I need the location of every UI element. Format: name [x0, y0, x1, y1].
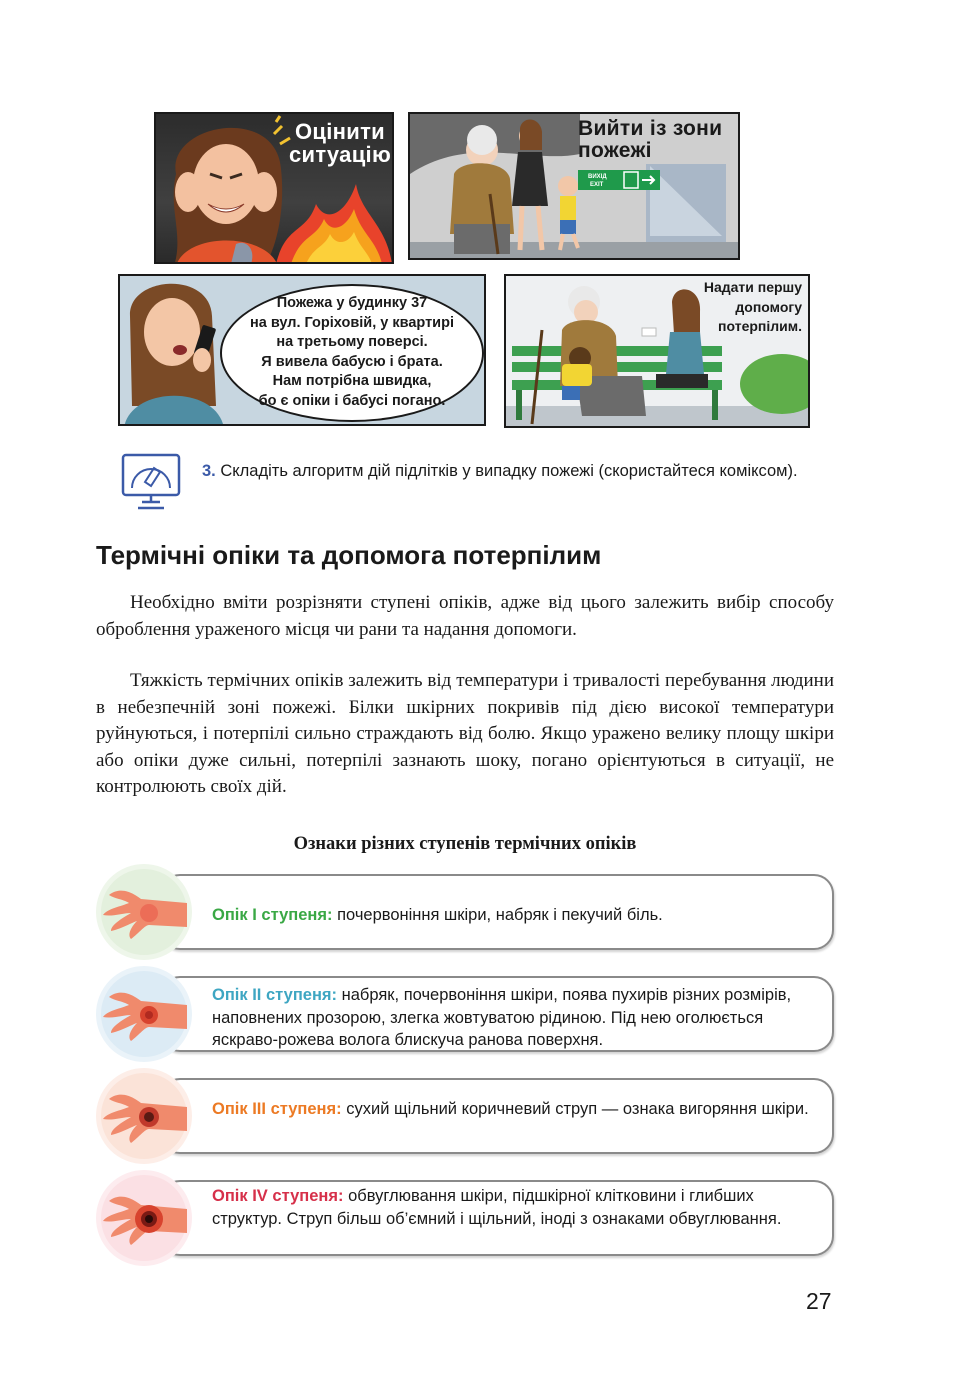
burn-text: набряк, почервоніння шкіри, поява пухирів різних розмірів, наповнених прозорою, злегка жовтуватою рідиною. Під нею оголюється яскраво-рожева волога блискуча ранова поверхня.: [212, 986, 792, 1049]
computer-monitor-icon: [120, 452, 182, 516]
page-number: 27: [806, 1288, 832, 1314]
burn-description: [212, 1185, 820, 1230]
speech-line: на третьому поверсі.: [276, 334, 428, 350]
paragraph: Тяжкість термічних опіків залежить від температури і тривалості перебування людини в небезпечній зоні пожежі. Білки шкірних покривів під дією високої температури руйнуються, і потерпілі сильно страждають від болю. Якщо уражено велику площу шкіри або опіки дуже сильні, потерпілі зазнають шоку, погано орієнтуються в ситуації, не контролюють своїх дій.: [96, 670, 834, 797]
hand-burn-fourth-degree-icon: [96, 1170, 192, 1266]
task-number: 3.: [202, 462, 216, 480]
speech-line: на вул. Горіховій, у квартирі: [250, 314, 454, 331]
burn-label: Опік I ступеня:: [212, 906, 333, 924]
burn-description: [212, 1098, 820, 1121]
paragraph: Необхідно вміти розрізняти ступені опіків, адже від цього залежить вибір способу оброблення ураженого місця чи рани та надання допомоги.: [96, 592, 834, 640]
panel-caption-first-aid: [664, 276, 810, 346]
burn-card-first-degree: [160, 874, 834, 950]
task-text: [202, 460, 834, 483]
burn-text: обвуглювання шкіри, підшкірної клітковини і глибших структур. Струп більш об’ємний і щільний, іноді з ознаками обвуглювання.: [212, 1187, 782, 1228]
panel-caption-assess: Оцінити ситуацію: [288, 119, 392, 168]
speech-line: Я вивела бабусю і брата.: [261, 353, 443, 370]
exit-sign-line-1: ВИХІД: [588, 174, 607, 180]
burn-label: Опік III ступеня:: [212, 1100, 342, 1118]
burn-label: Опік II ступеня:: [212, 986, 338, 1004]
burn-text: сухий щільний коричневий струп — ознака вигоряння шкіри.: [341, 1100, 809, 1118]
burn-card-fourth-degree: [160, 1180, 834, 1256]
panel-caption-exit: Вийти із зони пожежі: [578, 117, 723, 163]
burn-card-third-degree: [160, 1078, 834, 1154]
speech-bubble: [220, 284, 484, 422]
hand-burn-second-degree-icon: [96, 966, 192, 1062]
hand-burn-third-degree-icon: [96, 1068, 192, 1164]
caption-line: Надати першу: [703, 279, 802, 295]
speech-line: бо є опіки і бабусі погано.: [258, 392, 446, 409]
speech-line: Нам потрібна швидка,: [272, 373, 432, 389]
table-title: Ознаки різних ступенів термічних опіків: [293, 834, 637, 854]
comic-panel-assess: [154, 112, 394, 264]
burn-card-second-degree: [160, 976, 834, 1052]
burn-label: Опік IV ступеня:: [212, 1187, 344, 1205]
comic-panel-exit: [408, 112, 740, 260]
burn-description: [212, 904, 820, 927]
burn-text: почервоніння шкіри, набряк і пекучий біль.: [332, 906, 663, 924]
speech-line: Пожежа у будинку 37: [276, 295, 428, 311]
caption-line: потерпілим.: [718, 318, 802, 334]
section-title: Термічні опіки та допомога потерпілим: [96, 540, 602, 570]
task-body: Складіть алгоритм дій підлітків у випадку пожежі (скористайтеся коміксом).: [220, 462, 798, 480]
hand-burn-first-degree-icon: [96, 864, 192, 960]
caption-line: допомогу: [735, 298, 802, 315]
burn-description: [212, 984, 820, 1052]
exit-sign-line-2: EXIT: [590, 182, 604, 188]
